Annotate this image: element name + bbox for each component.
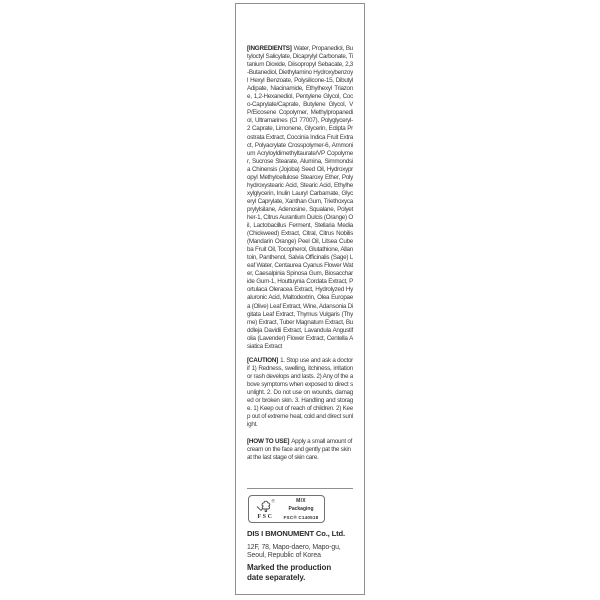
how-to-use-text: Apply a small amount of cream on the face and gently pat the skin at the last stage of skin care. bbox=[247, 438, 353, 462]
label-text-column bbox=[247, 45, 353, 462]
fsc-certification-mark bbox=[248, 495, 325, 523]
ingredients-text: Water, Propanediol, Butyloctyl Salicylate, Dicaprylyl Carbonate, Titanium Dioxide, Diisopropyl Sebacate, 2,3-Butanediol, Diethylamino Hydroxybenzoyl Hexyl Benzoate, Polysilicone-15, Dibutyl Adipate, Niacinamide, Ethylhexyl Triazone, 1,2-Hexanediol, Pentylene Glycol, Coco-Caprylate/Caprate, Butylene Glycol, VP/Eicosene Copolymer, Methylpropanediol, Ultramarines (CI 77007), Polyglyceryl-2 Caprate, Limonene, Glycerin, Eclipta Prostrata Extract, Coccinia Indica Fruit Extract, Polyacrylate Crosspolymer-6, Ammonium Acryloyldimethyltaurate/VP Copolymer, Sucrose Stearate, Alumina, Simmondsia Chinensis (Jojoba) Seed Oil, Hydroxypropyl Methylcellulose Stearoxy Ether, Polyhydroxystearic Acid, Stearic Acid, Ethylhexylglycerin, Inulin Lauryl Carbamate, Glyceryl Caprylate, Xanthan Gum, Triethoxycaprylylsilane, Adenosine, Squalane, Polyether-1, Citrus Aurantium Dulcis (Orange) Oil, Lactobacillus Ferment, Stellaria Media (Chickweed) Extract, Citral, Citrus Nobilis (Mandarin Orange) Peel Oil, Litsea Cubeba Fruit Oil, Tocopherol, Glutathione, Allantoin, Panthenol, Salvia Officinalis (Sage) Leaf Water, Centaurea Cyanus Flower Water, Caesalpinia Spinosa Gum, Biosaccharide Gum-1, Houttuynia Cordata Extract, Portulaca Oleracea Extract, Hydrolyzed Hyaluronic Acid, Maltodextrin, Olea Europaea (Olive) Leaf Extract, Wine, Adansonia Digitata Leaf Extract, Thymus Vulgaris (Thyme) Extract, Tuber Magnatum Extract, Buddleja Davidii Extract, Lavandula Angustifolia (Lavender) Flower Extract, Centella Asiatica Extract bbox=[247, 45, 353, 350]
fsc-license-code: FSC® C140518 bbox=[283, 514, 319, 520]
ingredients-heading: [INGREDIENTS] bbox=[247, 45, 292, 52]
packaging-label-panel bbox=[235, 3, 365, 595]
production-date-note: Marked the production date separately. bbox=[247, 563, 332, 582]
fsc-label-text bbox=[281, 498, 321, 520]
manufacturer-name: DIS I BMONUMENT Co., Ltd. bbox=[247, 529, 345, 538]
manufacturer-address bbox=[247, 544, 357, 560]
caution-section bbox=[247, 357, 353, 429]
caution-heading: [CAUTION] bbox=[247, 356, 279, 364]
fsc-tree-check-icon bbox=[255, 498, 277, 513]
fsc-material-type: MIX bbox=[296, 498, 306, 505]
fsc-scope: Packaging bbox=[288, 506, 314, 513]
fsc-brand-text: FSC bbox=[257, 514, 274, 520]
how-to-use-heading: [HOW TO USE] bbox=[247, 438, 290, 446]
registered-trademark-symbol: ® bbox=[271, 498, 275, 504]
ingredients-section bbox=[247, 45, 353, 351]
section-divider-line bbox=[247, 488, 353, 489]
fsc-logo bbox=[253, 498, 278, 520]
address-line-2: Seoul, Republic of Korea bbox=[247, 552, 321, 560]
address-line-1: 12F, 78, Mapo-daero, Mapo-gu, bbox=[247, 544, 341, 551]
caution-text: 1. Stop use and ask a doctor if 1) Redness, swelling, itchiness, irritation or rash develops and lasts. 2) Any of the above symptoms when exposed to direct sunlight. 2. Do not use on wounds, damaged or broken skin. 3. Handling and storage. 1) Keep out of reach of children. 2) Keep out of extreme heat, cold and direct sunlight. bbox=[247, 356, 353, 429]
how-to-use-section bbox=[247, 438, 353, 462]
